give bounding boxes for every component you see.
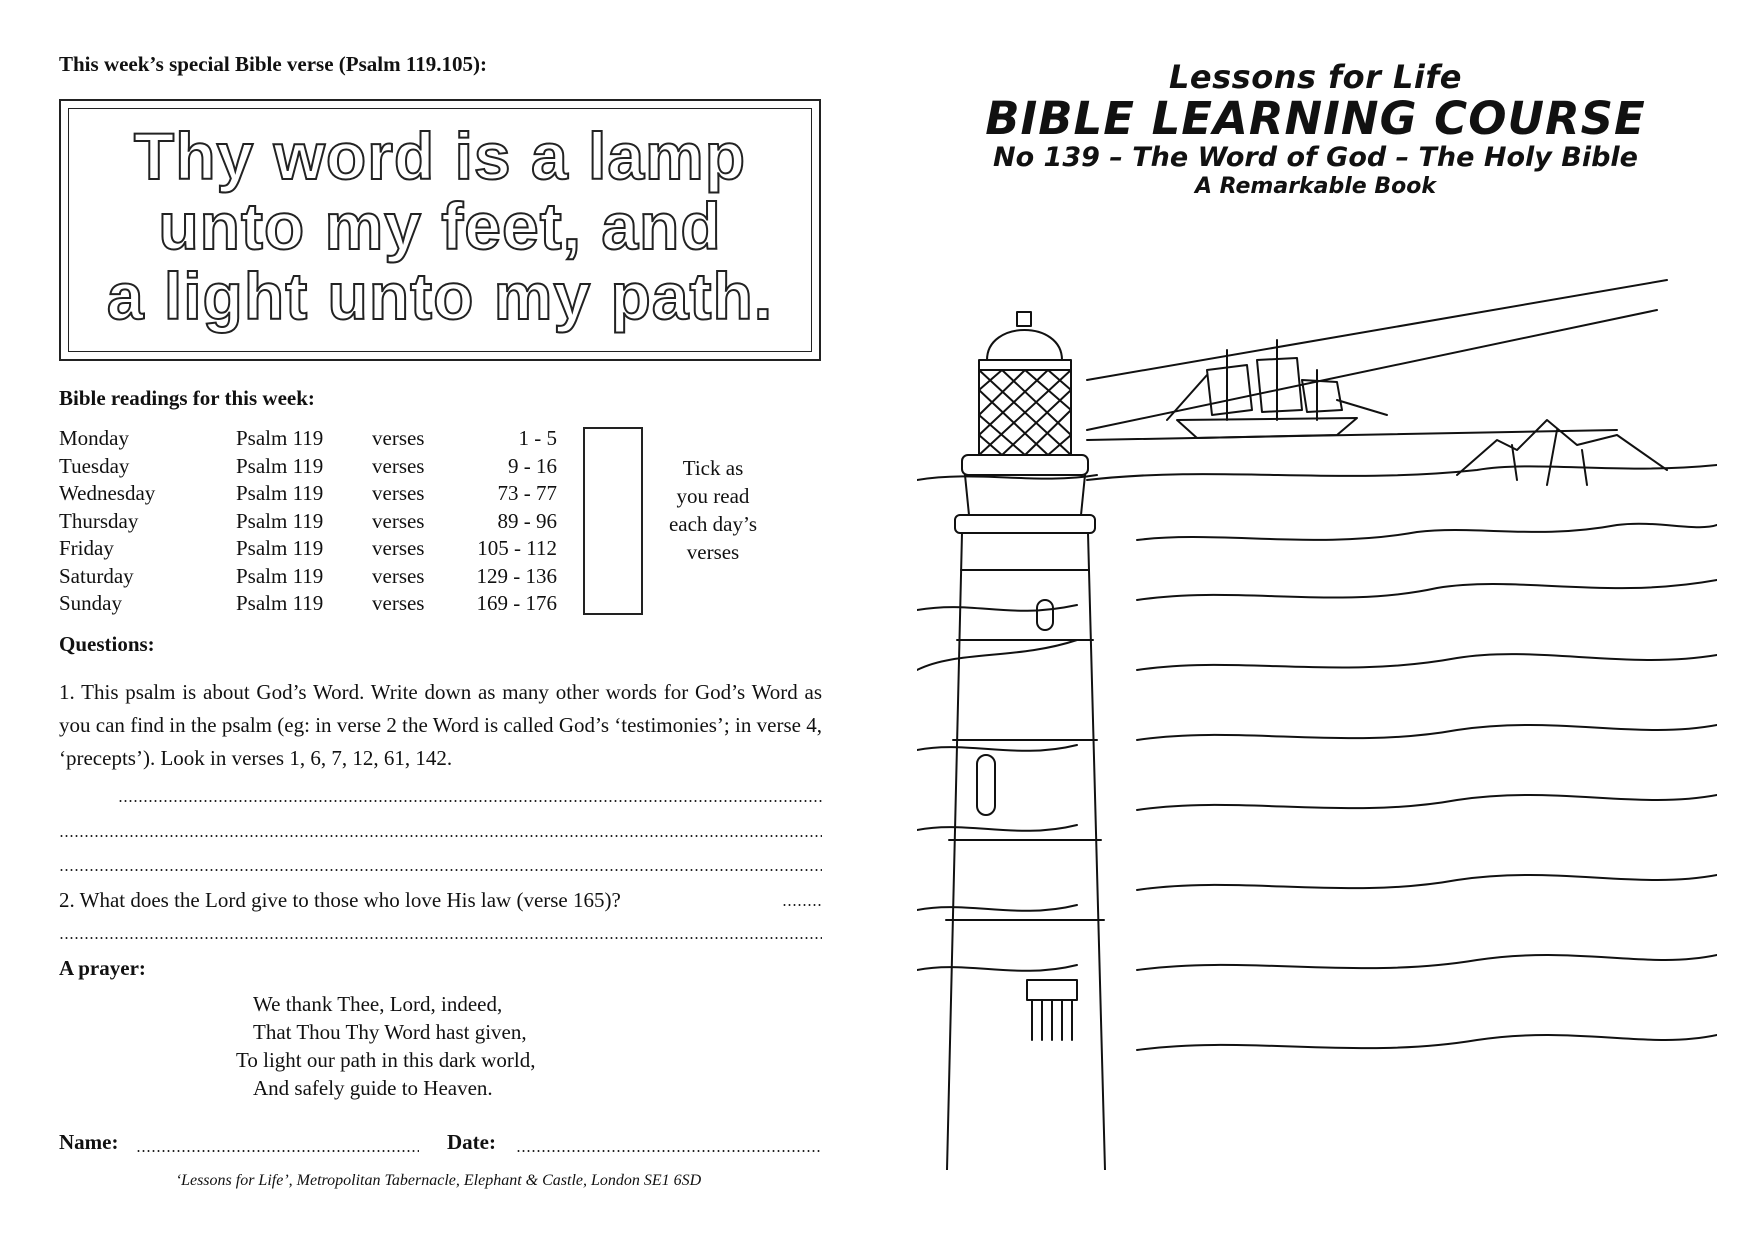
reading-psalm: Psalm 119 bbox=[236, 481, 324, 505]
footer-address: ‘Lessons for Life’, Metropolitan Tabernacle, Elephant & Castle, London SE1 6SD bbox=[175, 1172, 702, 1189]
cover-page bbox=[877, 0, 1754, 1240]
prayer-line: That Thou Thy Word hast given, bbox=[253, 1020, 527, 1044]
reading-day: Thursday bbox=[59, 508, 139, 533]
reading-psalm: Psalm 119 bbox=[236, 426, 324, 450]
tick-instruction-line: you read bbox=[676, 484, 750, 508]
reading-range: 169 - 176 bbox=[476, 591, 557, 615]
prayer-line: To light our path in this dark world, bbox=[236, 1048, 536, 1072]
readings-heading: Bible readings for this week: bbox=[59, 386, 315, 410]
reading-verses-label: verses bbox=[372, 591, 425, 615]
reading-psalm: Psalm 119 bbox=[236, 591, 324, 615]
verse-line: Thy word is a lamp bbox=[133, 119, 747, 193]
reading-psalm: Psalm 119 bbox=[236, 508, 324, 533]
prayer-line: And safely guide to Heaven. bbox=[253, 1076, 493, 1100]
reading-day: Tuesday bbox=[59, 453, 130, 478]
mountain-shading bbox=[1512, 430, 1587, 485]
reading-day: Monday bbox=[59, 426, 129, 450]
prayer-heading: A prayer: bbox=[59, 956, 146, 980]
reading-verses-label: verses bbox=[372, 563, 425, 588]
answer-line[interactable] bbox=[59, 937, 822, 939]
reading-row bbox=[59, 591, 579, 619]
lighthouse-illustration bbox=[917, 270, 1717, 1170]
lesson-title: No 139 – The Word of God – The Holy Bible bbox=[993, 142, 1638, 173]
answer-line[interactable] bbox=[59, 869, 822, 871]
course-title: BIBLE LEARNING COURSE bbox=[985, 92, 1646, 145]
tick-instruction-line: each day’s bbox=[668, 512, 758, 536]
reading-range: 73 - 77 bbox=[497, 481, 557, 505]
reading-range: 1 - 5 bbox=[518, 426, 557, 450]
prayer-line: We thank Thee, Lord, indeed, bbox=[253, 992, 503, 1016]
sailing-ship bbox=[1167, 340, 1387, 438]
reading-psalm: Psalm 119 bbox=[236, 453, 324, 478]
verse-line: a light unto my path. bbox=[106, 259, 774, 333]
lesson-subtitle: A Remarkable Book bbox=[1194, 174, 1437, 199]
reading-psalm: Psalm 119 bbox=[236, 563, 324, 588]
reading-row bbox=[59, 426, 579, 454]
answer-line[interactable] bbox=[782, 904, 822, 906]
reading-verses-label: verses bbox=[372, 453, 425, 478]
question-2: 2. What does the Lord give to those who love His law (verse 165)? bbox=[59, 888, 621, 912]
tick-box[interactable] bbox=[583, 427, 643, 615]
reading-row bbox=[59, 536, 579, 564]
date-label: Date: bbox=[447, 1130, 496, 1154]
reading-row bbox=[59, 564, 579, 592]
reading-verses-label: verses bbox=[372, 481, 425, 505]
name-label: Name: bbox=[59, 1130, 119, 1154]
reading-verses-label: verses bbox=[372, 426, 425, 450]
tick-instruction bbox=[653, 454, 773, 566]
reading-range: 9 - 16 bbox=[508, 453, 557, 478]
question-1: 1. This psalm is about God’s Word. Write down as many other words for God’s Word as you can find in the psalm (eg: in verse 2 the Word is called God’s ‘testimonies’; in verse 4, ‘precepts’). Look in verses 1, 6, 7, 12, 61, 142. bbox=[59, 680, 822, 770]
reading-row bbox=[59, 454, 579, 482]
reading-day: Friday bbox=[59, 536, 114, 560]
reading-psalm: Psalm 119 bbox=[236, 536, 324, 560]
tick-instruction-line: verses bbox=[686, 540, 740, 564]
reading-day: Sunday bbox=[59, 591, 122, 615]
horizon-line bbox=[917, 465, 1717, 480]
reading-verses-label: verses bbox=[372, 508, 425, 533]
reading-day: Wednesday bbox=[59, 481, 156, 505]
answer-line[interactable] bbox=[59, 835, 822, 837]
name-field[interactable] bbox=[136, 1150, 419, 1152]
memory-verse-box bbox=[59, 99, 821, 361]
light-beam bbox=[1087, 280, 1667, 440]
reading-row bbox=[59, 509, 579, 537]
sea-waves bbox=[917, 524, 1717, 1050]
reading-verses-label: verses bbox=[372, 536, 425, 560]
date-field[interactable] bbox=[516, 1150, 822, 1152]
questions-heading: Questions: bbox=[59, 632, 155, 656]
answer-line[interactable] bbox=[118, 800, 822, 802]
reading-day: Saturday bbox=[59, 563, 134, 588]
lighthouse bbox=[946, 312, 1105, 1170]
reading-range: 89 - 96 bbox=[497, 508, 557, 533]
verse-line: unto my feet, and bbox=[158, 189, 722, 263]
verse-heading: This week’s special Bible verse (Psalm 119.105): bbox=[59, 52, 487, 76]
name-date-row bbox=[59, 1130, 822, 1160]
reading-row bbox=[59, 481, 579, 509]
memory-verse-text bbox=[61, 121, 819, 331]
reading-range: 129 - 136 bbox=[476, 563, 557, 588]
tick-instruction-line: Tick as bbox=[682, 456, 744, 480]
series-title: Lessons for Life bbox=[1169, 58, 1462, 96]
reading-range: 105 - 112 bbox=[477, 536, 557, 560]
